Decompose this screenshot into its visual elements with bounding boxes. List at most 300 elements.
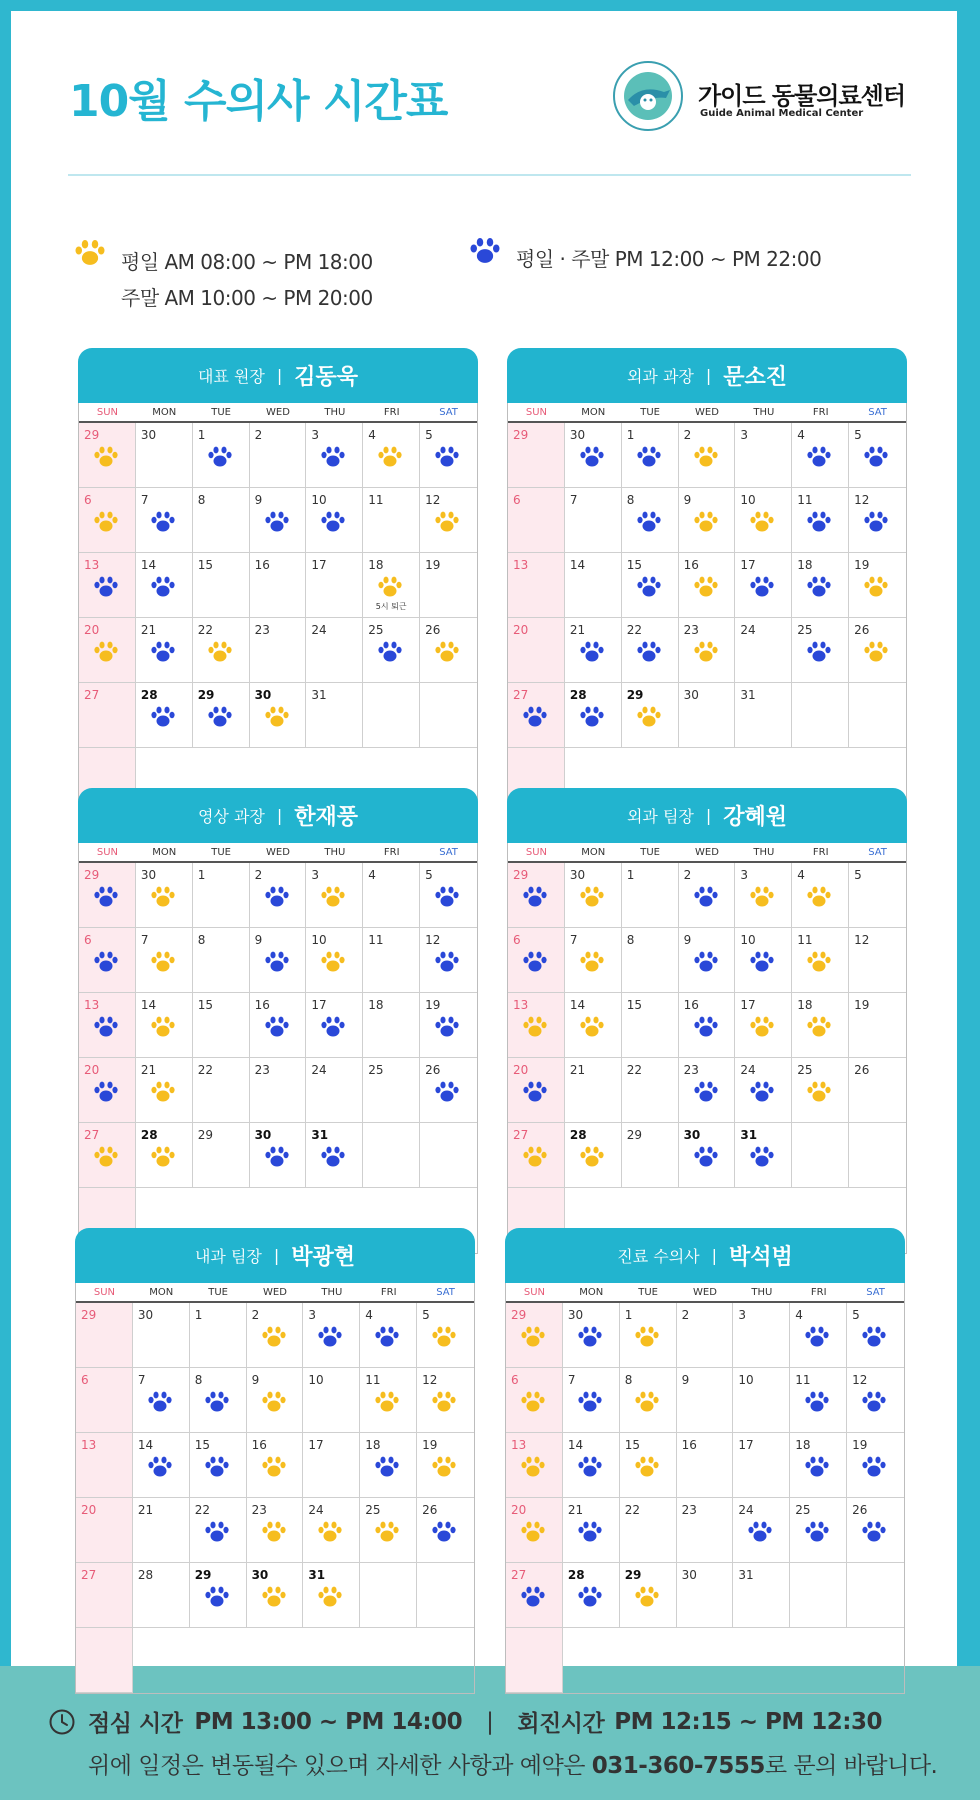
doctor-role: 대표 원장: [197, 367, 265, 386]
day-number: 13: [84, 558, 100, 572]
day-cell: [363, 683, 420, 748]
paw-icon-yellow: [434, 640, 460, 664]
day-cell: [792, 423, 849, 488]
weekday-sun: SUN: [523, 1287, 545, 1298]
day-cell: [620, 1563, 677, 1628]
day-number: 11: [368, 493, 384, 507]
day-cell: [247, 1498, 304, 1563]
day-cell: [190, 1498, 247, 1563]
paw-icon-blue: [577, 1390, 603, 1414]
weekday-wed: WED: [266, 407, 290, 418]
day-cell: [847, 1433, 904, 1498]
day-cell: [306, 1123, 363, 1188]
day-number: 4: [368, 428, 376, 442]
day-cell: [360, 1498, 417, 1563]
day-number: 16: [683, 558, 699, 572]
day-number: 3: [740, 428, 749, 442]
paw-icon-yellow: [374, 1390, 400, 1414]
day-cell: [76, 1433, 133, 1498]
paw-icon-blue: [522, 705, 548, 729]
day-number: 1: [197, 428, 206, 442]
paw-icon-blue: [204, 1390, 230, 1414]
day-cell: [565, 423, 622, 488]
day-cell: [193, 488, 250, 553]
day-cell: [508, 928, 565, 993]
day-cell: [565, 618, 622, 683]
day-cell: [303, 1563, 360, 1628]
paw-icon-blue: [749, 575, 775, 599]
weekday-mon: MON: [581, 847, 606, 858]
day-number: 6: [84, 493, 92, 507]
day-number: 25: [365, 1503, 381, 1517]
header-separator: |: [705, 366, 712, 385]
day-number: 8: [624, 1373, 633, 1387]
day-cell: [565, 1123, 622, 1188]
day-cell: [363, 423, 420, 488]
day-cell: [136, 1123, 193, 1188]
month-calendar: [507, 403, 907, 814]
paw-icon-blue: [93, 1080, 119, 1104]
day-number: 7: [137, 1373, 146, 1387]
paw-icon-yellow: [522, 1145, 548, 1169]
day-number: 29: [624, 1568, 642, 1582]
day-cell: [508, 423, 565, 488]
day-number: 15: [626, 558, 642, 572]
day-number: 8: [197, 933, 206, 947]
day-cell: [76, 1498, 133, 1563]
day-cell: [563, 1498, 620, 1563]
day-cell: [622, 1123, 679, 1188]
header-separator: |: [711, 1246, 717, 1265]
weekday-fri: FRI: [383, 407, 400, 418]
day-number: 6: [513, 933, 521, 947]
day-cell: [420, 1123, 477, 1188]
day-cell: [303, 1433, 360, 1498]
doctor-header: [78, 788, 478, 843]
day-number: 26: [425, 1063, 441, 1077]
day-cell: [79, 618, 136, 683]
day-number: 15: [197, 998, 213, 1012]
day-cell: [849, 553, 906, 618]
day-cell: [306, 423, 363, 488]
day-number: 8: [197, 493, 206, 507]
day-cell: [849, 928, 906, 993]
paw-icon-blue: [863, 445, 889, 469]
day-number: 27: [81, 1568, 97, 1582]
paw-icon-yellow: [693, 575, 719, 599]
day-cell: [679, 928, 736, 993]
paw-icon-blue: [579, 705, 605, 729]
day-cell: [193, 683, 250, 748]
day-number: 19: [854, 558, 870, 572]
day-cell: [508, 1058, 565, 1123]
day-cell: [790, 1498, 847, 1563]
paw-icon-blue: [93, 950, 119, 974]
day-number: 28: [569, 688, 587, 702]
weekday-sat: SAT: [866, 1287, 885, 1298]
day-number: 30: [681, 1568, 697, 1582]
day-cell: [508, 863, 565, 928]
day-cell: [133, 1433, 190, 1498]
paw-icon-yellow: [93, 640, 119, 664]
day-number: 25: [368, 1063, 384, 1077]
day-number: 14: [140, 998, 157, 1012]
day-number: 1: [626, 428, 635, 442]
weekday-thu: THU: [324, 407, 346, 418]
day-cell: [363, 488, 420, 553]
day-number: 22: [194, 1503, 210, 1517]
paw-icon-blue: [204, 1520, 230, 1544]
day-number: 1: [624, 1308, 633, 1322]
paw-icon-yellow: [431, 1390, 457, 1414]
day-cell: [735, 1058, 792, 1123]
day-cell: [79, 993, 136, 1058]
day-cell: [508, 618, 565, 683]
day-cell: [247, 1303, 304, 1368]
day-cell: [193, 863, 250, 928]
day-number: 24: [308, 1503, 324, 1517]
day-cell: [360, 1368, 417, 1433]
day-number: 15: [624, 1438, 640, 1452]
day-number: 19: [425, 998, 441, 1012]
day-cell: [790, 1433, 847, 1498]
paw-icon-yellow: [579, 1145, 605, 1169]
day-cell: [420, 863, 477, 928]
day-number: 30: [567, 1308, 584, 1322]
paw-icon-yellow: [93, 510, 119, 534]
day-cell: [360, 1563, 417, 1628]
day-cell: [677, 1303, 734, 1368]
doctor-header: [75, 1228, 475, 1283]
day-number: 16: [254, 558, 270, 572]
day-cell: [622, 553, 679, 618]
day-cell: [622, 863, 679, 928]
day-cell: [677, 1498, 734, 1563]
day-number: 10: [311, 493, 327, 507]
paw-icon-yellow: [374, 1520, 400, 1544]
day-cell: [190, 1433, 247, 1498]
paw-icon-blue: [636, 510, 662, 534]
legend-yellow-weekday: 평일 AM 08:00 ~ PM 18:00: [121, 250, 373, 274]
clock-icon: [48, 1708, 76, 1736]
day-number: 19: [854, 998, 870, 1012]
day-number: 29: [511, 1308, 527, 1322]
day-cell: [136, 863, 193, 928]
day-number: 6: [513, 493, 521, 507]
day-cell: [420, 423, 477, 488]
paw-icon-yellow: [93, 445, 119, 469]
paw-icon-yellow: [434, 510, 460, 534]
logo-subtitle: Guide Animal Medical Center: [700, 108, 864, 119]
day-number: 12: [854, 933, 870, 947]
paw-icon-yellow: [579, 885, 605, 909]
day-number: 24: [740, 1063, 756, 1077]
day-number: 8: [626, 493, 635, 507]
day-cell: [250, 1123, 307, 1188]
paw-icon-yellow: [749, 885, 775, 909]
doctor-role: 내과 팀장: [194, 1247, 262, 1266]
day-number: 2: [683, 868, 692, 882]
paw-icon-blue: [468, 236, 502, 266]
paw-icon-blue: [522, 885, 548, 909]
day-number: 23: [681, 1503, 697, 1517]
paw-icon-yellow: [73, 238, 107, 268]
paw-icon-blue: [207, 705, 233, 729]
day-cell: [622, 488, 679, 553]
day-number: 9: [681, 1373, 690, 1387]
paw-icon-yellow: [693, 640, 719, 664]
day-number: 1: [197, 868, 206, 882]
day-number: 31: [740, 1128, 758, 1142]
day-cell: [735, 928, 792, 993]
day-cell: [306, 1058, 363, 1123]
day-cell: [790, 1563, 847, 1628]
paw-icon-yellow: [320, 885, 346, 909]
month-calendar: [507, 843, 907, 1254]
day-cell: [508, 993, 565, 1058]
paw-icon-blue: [693, 1015, 719, 1039]
day-number: 17: [738, 1438, 754, 1452]
paw-icon-blue: [93, 575, 119, 599]
paw-icon-yellow: [863, 575, 889, 599]
paw-icon-blue: [264, 950, 290, 974]
weekday-wed: WED: [266, 847, 290, 858]
day-cell: [136, 683, 193, 748]
paw-icon-yellow: [150, 1015, 176, 1039]
day-number: 10: [308, 1373, 324, 1387]
day-cell: [76, 1628, 133, 1693]
day-number: 11: [797, 933, 813, 947]
paw-icon-yellow: [522, 1015, 548, 1039]
day-cell: [735, 683, 792, 748]
day-number: 29: [197, 1128, 213, 1142]
weekday-tue: TUE: [211, 847, 231, 858]
day-cell: [506, 1498, 563, 1563]
paw-icon-blue: [374, 1325, 400, 1349]
paw-icon-blue: [693, 1145, 719, 1169]
paw-icon-yellow: [261, 1520, 287, 1544]
weekday-sun: SUN: [96, 847, 118, 858]
paw-icon-blue: [150, 640, 176, 664]
day-number: 2: [254, 428, 263, 442]
day-number: 25: [797, 1063, 813, 1077]
day-cell: [849, 618, 906, 683]
logo: [612, 60, 912, 140]
day-cell: [417, 1303, 474, 1368]
day-number: 7: [569, 493, 578, 507]
paw-icon-blue: [636, 640, 662, 664]
day-number: 26: [422, 1503, 438, 1517]
day-number: 22: [624, 1503, 640, 1517]
paw-icon-blue: [204, 1455, 230, 1479]
day-number: 14: [569, 558, 586, 572]
paw-icon-blue: [320, 1015, 346, 1039]
paw-icon-blue: [434, 1015, 460, 1039]
day-cell: [563, 1368, 620, 1433]
header-separator: |: [276, 806, 283, 825]
day-cell: [849, 993, 906, 1058]
paw-icon-yellow: [693, 510, 719, 534]
day-number: 4: [368, 868, 376, 882]
paw-icon-yellow: [749, 510, 775, 534]
weekday-sun: SUN: [525, 407, 547, 418]
day-number: 3: [308, 1308, 317, 1322]
day-cell: [735, 553, 792, 618]
paw-icon-yellow: [863, 640, 889, 664]
day-cell: [193, 423, 250, 488]
day-cell: [733, 1498, 790, 1563]
day-grid: [79, 863, 477, 1253]
day-cell: [306, 618, 363, 683]
doctor-header: [507, 788, 907, 843]
day-number: 20: [84, 623, 100, 637]
weekday-header: [79, 403, 477, 423]
day-number: 27: [84, 1128, 100, 1142]
day-number: 8: [626, 933, 635, 947]
day-cell: [250, 1058, 307, 1123]
day-cell: [847, 1563, 904, 1628]
paw-icon-yellow: [579, 950, 605, 974]
day-number: 15: [197, 558, 213, 572]
paw-icon-yellow: [634, 1390, 660, 1414]
paw-icon-blue: [434, 885, 460, 909]
paw-icon-yellow: [261, 1325, 287, 1349]
day-cell: [79, 1123, 136, 1188]
day-number: 18: [797, 998, 813, 1012]
doctor-role: 진료 수의사: [617, 1247, 700, 1266]
day-number: 29: [626, 688, 644, 702]
weekday-fri: FRI: [380, 1287, 397, 1298]
day-number: 28: [567, 1568, 585, 1582]
day-number: 30: [254, 688, 272, 702]
day-number: 21: [567, 1503, 584, 1517]
day-cell: [506, 1563, 563, 1628]
day-number: 29: [84, 868, 100, 882]
day-number: 4: [797, 868, 805, 882]
weekday-thu: THU: [324, 847, 346, 858]
day-number: 22: [626, 623, 642, 637]
weekday-wed: WED: [263, 1287, 287, 1298]
day-number: 27: [511, 1568, 527, 1582]
paw-icon-yellow: [431, 1325, 457, 1349]
month-calendar: [78, 403, 478, 814]
paw-icon-yellow: [579, 1015, 605, 1039]
day-cell: [363, 553, 420, 618]
day-number: 24: [311, 1063, 327, 1077]
paw-icon-blue: [636, 575, 662, 599]
paw-icon-blue: [150, 705, 176, 729]
paw-icon-blue: [150, 510, 176, 534]
day-number: 11: [365, 1373, 381, 1387]
day-number: 13: [511, 1438, 527, 1452]
paw-icon-blue: [577, 1520, 603, 1544]
paw-icon-yellow: [150, 885, 176, 909]
paw-icon-blue: [434, 445, 460, 469]
day-cell: [79, 863, 136, 928]
day-cell: [79, 683, 136, 748]
day-number: 14: [567, 1438, 584, 1452]
doctor-calendar-card: [505, 1228, 905, 1694]
day-cell: [565, 553, 622, 618]
doctor-name: 한재풍: [294, 805, 359, 830]
day-number: 29: [513, 428, 529, 442]
day-number: 5: [854, 428, 862, 442]
day-cell: [679, 553, 736, 618]
day-number: 27: [84, 688, 100, 702]
day-number: 15: [626, 998, 642, 1012]
paw-icon-yellow: [693, 445, 719, 469]
day-number: 7: [569, 933, 578, 947]
weekday-header: [79, 843, 477, 863]
day-cell: [792, 993, 849, 1058]
day-number: 23: [254, 1063, 270, 1077]
paw-icon-blue: [150, 575, 176, 599]
day-number: 22: [197, 623, 213, 637]
day-cell: [79, 928, 136, 993]
day-number: 3: [311, 868, 320, 882]
paw-icon-blue: [434, 1080, 460, 1104]
day-cell: [250, 863, 307, 928]
paw-icon-blue: [93, 885, 119, 909]
paw-icon-blue: [522, 1080, 548, 1104]
day-number: 31: [738, 1568, 754, 1582]
paw-icon-yellow: [634, 1585, 660, 1609]
day-cell: [136, 928, 193, 993]
day-number: 17: [740, 558, 756, 572]
day-number: 31: [308, 1568, 326, 1582]
day-cell: [250, 618, 307, 683]
weekday-fri: FRI: [812, 407, 829, 418]
day-number: 5: [425, 428, 433, 442]
lunch-time: PM 13:00 ~ PM 14:00: [194, 1708, 463, 1735]
footer-notice: [88, 1747, 937, 1780]
weekday-fri: FRI: [383, 847, 400, 858]
day-cell: [735, 423, 792, 488]
paw-icon-blue: [804, 1325, 830, 1349]
day-number: 30: [683, 688, 699, 702]
weekday-header: [508, 403, 906, 423]
paw-icon-yellow: [377, 445, 403, 469]
day-cell: [420, 618, 477, 683]
notice-suffix: 로 문의 바랍니다.: [764, 1753, 938, 1779]
day-cell: [849, 1123, 906, 1188]
phone-number[interactable]: 031-360-7555: [591, 1753, 765, 1779]
paw-icon-yellow: [261, 1455, 287, 1479]
day-cell: [76, 1303, 133, 1368]
day-number: 3: [311, 428, 320, 442]
day-cell: [250, 683, 307, 748]
paw-icon-blue: [749, 950, 775, 974]
paw-icon-yellow: [150, 950, 176, 974]
day-number: 15: [194, 1438, 210, 1452]
day-number: 16: [683, 998, 699, 1012]
day-cell: [677, 1563, 734, 1628]
day-cell: [792, 1058, 849, 1123]
notice-text: 위에 일정은 변동될수 있으며 자세한 사항과 예약은: [88, 1753, 592, 1779]
day-number: 5: [852, 1308, 860, 1322]
day-number: 20: [81, 1503, 97, 1517]
paw-icon-blue: [804, 1455, 830, 1479]
day-cell: [506, 1303, 563, 1368]
day-cell: [363, 618, 420, 683]
doctor-calendar-card: [75, 1228, 475, 1694]
weekday-fri: FRI: [812, 847, 829, 858]
day-cell: [136, 423, 193, 488]
day-number: 16: [681, 1438, 697, 1452]
day-number: 28: [140, 1128, 158, 1142]
paw-icon-blue: [147, 1390, 173, 1414]
day-cell: [679, 1058, 736, 1123]
